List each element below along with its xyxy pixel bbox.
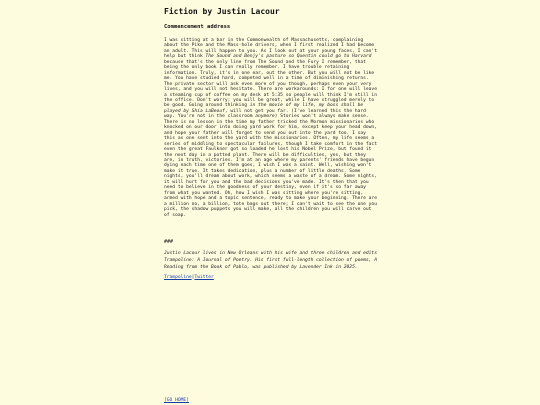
- body-part-4: ) Stories won't always make sense. There is no lesson in the time my father tricked the Mormon missionaries who knocked on our door into doing yard work for him, except keep your head down, and hope your father will forget to send you out into the yard too. I say this as one sent into the yard with the missionaries. Often, my life seems a series of middling to spectacular failures, though I take comfort in the fact even the great Faulkner got so loaded he lost his Nobel Prize, but found it the next day in a potted plant. There will be difficulties, yes, but they are, in truth, victories. I'm at an age where my parents' friends have begun dying each time one of them goes, I wish I was a saint. Well, wishing won't make it true. It takes dedication, plus a number of little deaths. Some nights, you'll dream about work, which seems a waste of a dream. Some nights, it will hurt for you and the bad decisions you've made. It's then that you need to believe in the goodness of your destiny, even if it's so far away from what you wanted. Oh, how I wish I was sitting where you're sitting, armed with hope and a topic sentence, ready to make your beginning. There are a million no, a billion, tote bags out there; I can't wait to see the one you pick, the shadow puppets you will make, all the children you will carve out of soap.: [164, 114, 377, 218]
- twitter-link[interactable]: Twitter: [194, 274, 214, 280]
- story-title: Fiction by Justin Lacour: [164, 7, 280, 16]
- body-italic-3: anymore: [255, 114, 275, 120]
- home-nav: [164, 398, 189, 404]
- section-separator: ###: [164, 238, 174, 245]
- go-home-link[interactable]: [GO HOME]: [164, 398, 189, 403]
- body-italic-2: in the movie of my life, my boss shall be played by Shia LaBeouf: [164, 103, 364, 114]
- author-bio: Justin Lacour lives in New Orleans with his wife and three children and edits Trampoline: A Journal of Poetry. His first full-length collection of poems, A Reading from the Book of Pablo, was published by Lavender Ink in 2025.: [164, 250, 377, 271]
- story-page: [164, 6, 379, 281]
- link-divider: |: [191, 274, 195, 280]
- body-part-2: because that's the only line from The Sound and the Fury I remember, that being the only book I can really remember. I have trouble retaining information. Truly, it's in one ear, out the other. But you will not be like me. You have studied hard, competed well in a time of diminishing returns. The private sector will ask even more of you though, perhaps even your very lives, and you will not hesitate. There are workarounds: I for one will leave a steaming cup of coffee on my desk at 5:35 so people will think I'm still in the office. Don't worry; you will be great, while I have struggled merely to be good. Going around thinking: [164, 59, 377, 109]
- section-heading: Commencement address: [164, 24, 231, 30]
- author-links: [164, 275, 379, 281]
- trampoline-link[interactable]: Trampoline: [164, 274, 192, 280]
- body-italic-1: The Sound and Benjy's pasture so Quentin could go to Harvard: [205, 54, 372, 60]
- body-part-3: , will not get you far. (I've learned this the hard way. You're not in the classroom: [164, 108, 366, 120]
- body-part-1: I was sitting at a bar in the Commonwealth of Massachusetts, complaining about the Pike and the Mass-hole drivers, when I first realized I had become an adult. This will happen to you. As I look out at your young faces, I can't help but think: [164, 38, 377, 60]
- story-body: [164, 38, 379, 218]
